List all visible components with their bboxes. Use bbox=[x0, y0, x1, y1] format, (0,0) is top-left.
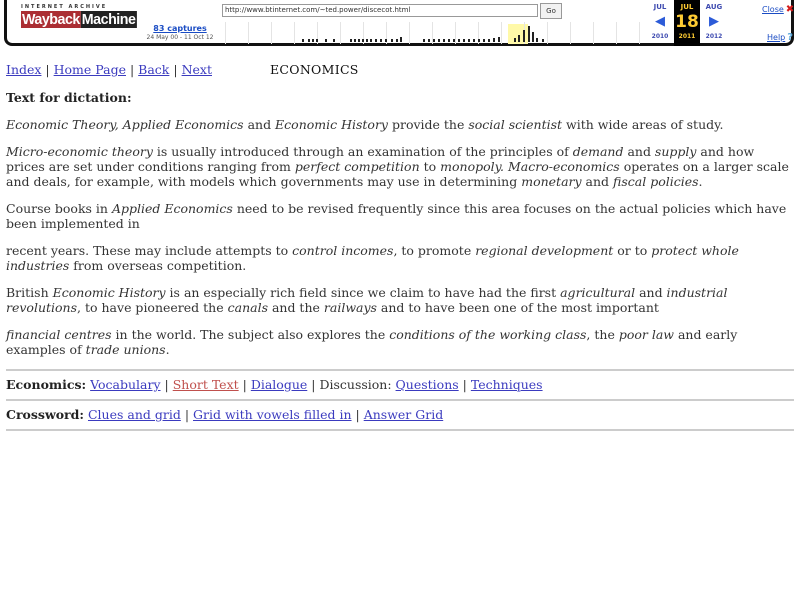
prev-year: 2010 bbox=[651, 33, 669, 40]
captures-info bbox=[135, 24, 225, 41]
current-month: JUL bbox=[680, 3, 694, 11]
emphasized-term: industrial revolutions bbox=[6, 285, 728, 315]
emphasized-term: conditions of the working class bbox=[389, 327, 587, 342]
nav-index-link[interactable]: Index bbox=[6, 62, 42, 77]
capture-bar[interactable] bbox=[354, 39, 356, 42]
next-arrow-icon[interactable]: ▶ bbox=[709, 14, 719, 29]
grid-with-vowels-link[interactable]: Grid with vowels filled in bbox=[193, 407, 352, 422]
capture-bar[interactable] bbox=[325, 39, 327, 42]
dialogue-link[interactable]: Dialogue bbox=[250, 377, 308, 392]
capture-bar[interactable] bbox=[536, 38, 538, 42]
emphasized-term: supply bbox=[654, 144, 697, 159]
text-run: , to have pioneered the bbox=[77, 300, 228, 315]
year-gridline bbox=[271, 22, 272, 44]
emphasized-term: demand bbox=[572, 144, 624, 159]
text-run: . bbox=[165, 342, 170, 357]
nav-separator: | bbox=[45, 62, 50, 77]
year-gridline bbox=[570, 22, 571, 44]
emphasized-term: railways bbox=[323, 300, 377, 315]
page-title: ECONOMICS bbox=[269, 62, 359, 77]
capture-bar[interactable] bbox=[438, 39, 440, 42]
text-run: , to promote bbox=[393, 243, 476, 258]
close-link[interactable]: Close bbox=[762, 5, 784, 14]
capture-bar[interactable] bbox=[542, 39, 544, 42]
year-gridline bbox=[294, 22, 295, 44]
crossword-links-row: Crossword: Clues and grid | Grid with vowels filled in | Answer Grid bbox=[6, 407, 444, 422]
captures-date-range: 24 May 00 - 11 Oct 12 bbox=[146, 34, 214, 41]
capture-bar[interactable] bbox=[458, 39, 460, 42]
vocabulary-link[interactable]: Vocabulary bbox=[90, 377, 161, 392]
next-month: AUG bbox=[705, 3, 723, 11]
capture-bar[interactable] bbox=[380, 39, 382, 42]
capture-bar[interactable] bbox=[518, 35, 520, 42]
capture-bar[interactable] bbox=[375, 39, 377, 42]
text-run: from overseas competition. bbox=[69, 258, 247, 273]
text-run: in the world. The subject also explores the bbox=[111, 327, 390, 342]
emphasized-term: Economic Theory, Applied Economics bbox=[6, 117, 244, 132]
text-run: or to bbox=[613, 243, 652, 258]
capture-bar[interactable] bbox=[396, 39, 398, 42]
text-run: and bbox=[635, 285, 667, 300]
year-gridline bbox=[639, 22, 640, 44]
capture-bar[interactable] bbox=[498, 37, 500, 42]
emphasized-term: social scientist bbox=[468, 117, 563, 132]
dictation-paragraph bbox=[6, 285, 794, 315]
capture-bar[interactable] bbox=[433, 39, 435, 42]
text-run: operates on a larger scale and deals, for example, with models which governments may use in determining bbox=[6, 159, 789, 189]
capture-bar[interactable] bbox=[463, 39, 465, 42]
text-run: , the bbox=[586, 327, 619, 342]
emphasized-term: Economic History bbox=[52, 285, 166, 300]
year-gridline bbox=[409, 22, 410, 44]
year-gridline bbox=[225, 22, 226, 44]
text-run: is an especially rich field since we claim to have had the first bbox=[165, 285, 561, 300]
emphasized-term: monetary bbox=[521, 174, 582, 189]
emphasized-term: control incomes bbox=[292, 243, 394, 258]
emphasized-term: poor law bbox=[618, 327, 674, 342]
current-day: 18 bbox=[675, 12, 699, 32]
divider bbox=[6, 429, 794, 431]
capture-bar[interactable] bbox=[493, 38, 495, 42]
text-run: and bbox=[581, 174, 614, 189]
economics-links-row: Economics: Vocabulary | Short Text | Dialogue | Discussion: Questions | Techniques bbox=[6, 377, 543, 392]
capture-bar[interactable] bbox=[302, 39, 304, 42]
clues-and-grid-link[interactable]: Clues and grid bbox=[87, 407, 181, 422]
text-run: Course books in bbox=[6, 201, 112, 216]
emphasized-term: financial centres bbox=[6, 327, 112, 342]
dictation-paragraph bbox=[6, 117, 794, 132]
capture-bar[interactable] bbox=[428, 39, 430, 42]
capture-bar[interactable] bbox=[362, 39, 364, 42]
answer-grid-link[interactable]: Answer Grid bbox=[363, 407, 444, 422]
emphasized-term: canals bbox=[227, 300, 268, 315]
text-run: provide the bbox=[388, 117, 469, 132]
dictation-paragraph bbox=[6, 243, 794, 273]
year-gridline bbox=[340, 22, 341, 44]
dictation-paragraph bbox=[6, 201, 794, 231]
capture-bar[interactable] bbox=[358, 39, 360, 42]
wayback-logo[interactable] bbox=[21, 4, 136, 28]
dictation-paragraph bbox=[6, 327, 794, 357]
capture-bar[interactable] bbox=[400, 37, 402, 42]
next-year: 2012 bbox=[705, 33, 723, 40]
capture-bar[interactable] bbox=[514, 38, 516, 42]
nav-next-link[interactable]: Next bbox=[181, 62, 212, 77]
go-button[interactable]: Go bbox=[540, 3, 562, 19]
wayback-toolbar bbox=[4, 0, 794, 46]
text-run: to bbox=[419, 159, 441, 174]
text-run: and bbox=[623, 144, 655, 159]
emphasized-term: trade unions bbox=[85, 342, 166, 357]
capture-bar[interactable] bbox=[308, 39, 310, 42]
capture-bar[interactable] bbox=[468, 39, 470, 42]
emphasized-term: fiscal policies bbox=[613, 174, 699, 189]
text-run: and the bbox=[267, 300, 324, 315]
year-gridline bbox=[455, 22, 456, 44]
questions-link[interactable]: Questions bbox=[395, 377, 459, 392]
text-run: need to be revised frequently since this area focuses on the actual policies which have been implemented in bbox=[6, 201, 787, 231]
url-input[interactable]: http://www.btinternet.com/~ted.power/discecot.html bbox=[222, 4, 538, 17]
dictation-text bbox=[6, 117, 794, 357]
next-capture[interactable] bbox=[701, 0, 727, 46]
capture-bar[interactable] bbox=[316, 39, 318, 42]
text-run: is usually introduced through an examination of the principles of bbox=[152, 144, 573, 159]
emphasized-term: regional development bbox=[475, 243, 614, 258]
dictation-paragraph bbox=[6, 144, 794, 189]
text-run: British bbox=[6, 285, 53, 300]
capture-bar[interactable] bbox=[312, 39, 314, 42]
capture-bar[interactable] bbox=[385, 39, 387, 42]
wayback-machine-wordmark: Wayback Machine bbox=[21, 11, 136, 28]
capture-bar[interactable] bbox=[391, 39, 393, 42]
nav-home-page-link[interactable]: Home Page bbox=[53, 62, 126, 77]
capture-bar[interactable] bbox=[483, 39, 485, 42]
close-icon[interactable]: ✖ bbox=[785, 4, 795, 15]
capture-bar[interactable] bbox=[448, 39, 450, 42]
emphasized-term: Micro-economic theory bbox=[6, 144, 153, 159]
capture-bar[interactable] bbox=[333, 39, 335, 42]
capture-bar[interactable] bbox=[423, 39, 425, 42]
capture-bar[interactable] bbox=[488, 39, 490, 42]
emphasized-term: Economic History bbox=[275, 117, 388, 132]
prev-month: JUL bbox=[653, 3, 667, 11]
crossword-label: Crossword: bbox=[6, 407, 84, 422]
nav-separator: | bbox=[129, 62, 135, 77]
techniques-link[interactable]: Techniques bbox=[470, 377, 543, 392]
text-run: with wide areas of study. bbox=[562, 117, 724, 132]
close-toolbar[interactable] bbox=[762, 4, 794, 15]
internet-archive-label: INTERNET ARCHIVE bbox=[21, 4, 108, 10]
dictation-heading: Text for dictation: bbox=[6, 90, 132, 105]
short-text-link[interactable]: Short Text bbox=[172, 377, 239, 392]
text-run: recent years. These may include attempts to bbox=[6, 243, 293, 258]
capture-bar[interactable] bbox=[528, 26, 530, 42]
captures-sparkline[interactable] bbox=[225, 22, 645, 44]
year-gridline bbox=[616, 22, 617, 44]
nav-back-link[interactable]: Back bbox=[138, 62, 170, 77]
capture-bar[interactable] bbox=[532, 32, 534, 42]
text-run: . bbox=[698, 174, 703, 189]
captures-link[interactable]: 83 captures bbox=[153, 24, 207, 33]
nav-separator: | bbox=[173, 62, 178, 77]
emphasized-term: perfect competition bbox=[294, 159, 420, 174]
capture-bar[interactable] bbox=[366, 39, 368, 42]
year-gridline bbox=[593, 22, 594, 44]
help-link[interactable]: Help bbox=[767, 33, 786, 42]
capture-bar[interactable] bbox=[523, 30, 525, 42]
help-toolbar[interactable] bbox=[767, 32, 793, 43]
year-gridline bbox=[501, 22, 502, 44]
capture-bar[interactable] bbox=[453, 39, 455, 42]
text-run: and bbox=[243, 117, 276, 132]
prev-arrow-icon[interactable]: ◀ bbox=[655, 14, 665, 29]
discussion-label: Discussion: bbox=[319, 377, 392, 392]
page-nav bbox=[6, 62, 794, 77]
emphasized-term: monopoly. Macro-economics bbox=[440, 159, 620, 174]
help-icon[interactable]: ? bbox=[787, 32, 794, 43]
current-year: 2011 bbox=[678, 33, 696, 40]
emphasized-term: protect whole industries bbox=[6, 243, 739, 273]
year-gridline bbox=[248, 22, 249, 44]
prev-capture[interactable] bbox=[647, 0, 673, 46]
capture-bar[interactable] bbox=[443, 39, 445, 42]
emphasized-term: Applied Economics bbox=[111, 201, 233, 216]
text-run: and early examples of bbox=[6, 327, 738, 357]
capture-bar[interactable] bbox=[350, 39, 352, 42]
capture-bar[interactable] bbox=[478, 39, 480, 42]
capture-bar[interactable] bbox=[473, 39, 475, 42]
economics-label: Economics: bbox=[6, 377, 87, 392]
page-content bbox=[6, 62, 794, 431]
text-run: and how prices are set under conditions ranging from bbox=[6, 144, 755, 174]
current-capture bbox=[674, 0, 700, 46]
capture-bar[interactable] bbox=[370, 39, 372, 42]
emphasized-term: agricultural bbox=[560, 285, 636, 300]
text-run: and to have been one of the most important bbox=[376, 300, 659, 315]
year-gridline bbox=[547, 22, 548, 44]
